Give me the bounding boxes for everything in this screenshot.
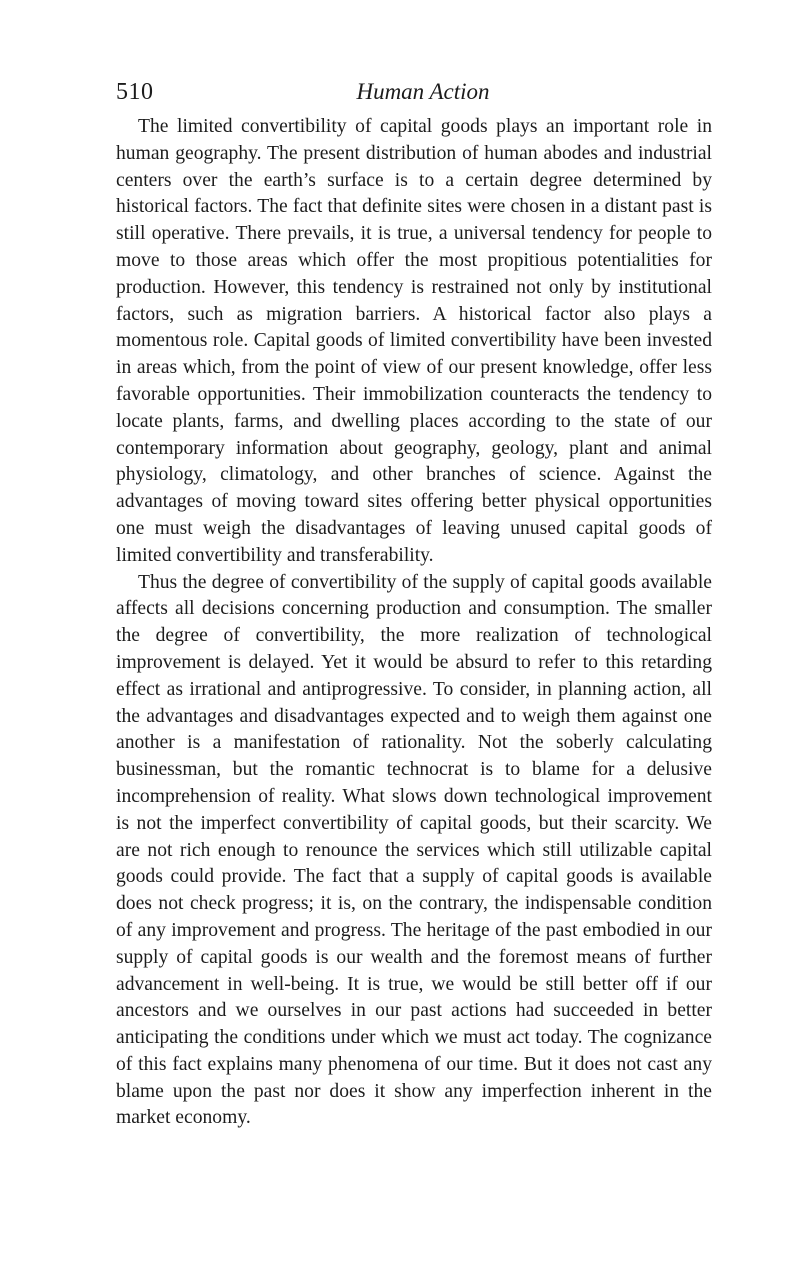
page-number: 510: [116, 79, 154, 105]
paragraph-2: Thus the degree of convertibility of the supply of capital goods available affects all decisions concerning production and consumption. The smaller the degree of convertibility, the more realization of technological improvement is delayed. Yet it would be absurd to refer to this retarding effect as irrational and antiprogressive. To consider, in planning action, all the advantages and disadvantages expected and to weigh them against one another is a manifestation of rationality. Not the soberly calculating businessman, but the romantic technocrat is to blame for a delusive incomprehension of reality. What slows down technological improvement is not the imperfect convertibility of capital goods, but their scarcity. We are not rich enough to renounce the services which still utilizable capital goods could provide. The fact that a supply of capital goods is available does not check progress; it is, on the contrary, the indispensable condition of any improvement and progress. The heritage of the past embodied in our supply of capital goods is our wealth and the foremost means of further advancement in well-being. It is true, we would be still better off if our ancestors and we ourselves in our past actions had succeeded in better anticipating the conditions under which we must act today. The cognizance of this fact explains many phenomena of our time. But it does not cast any blame upon the past nor does it show any imperfection inherent in the market economy.: [116, 571, 712, 1129]
running-title: Human Action: [356, 79, 490, 104]
running-header: [116, 76, 712, 108]
paragraph-1: The limited convertibility of capital goods plays an important role in human geography. The present distribution of human abodes and industrial centers over the earth’s surface is to a certain degree determined by historical factors. The fact that definite sites were chosen in a distant past is still operative. There prevails, it is true, a universal tendency for people to move to those areas which offer the most propitious potentialities for production. However, this tendency is restrained not only by institutional factors, such as migration barriers. A historical factor also plays a momentous role. Capital goods of limited convertibility have been invested in areas which, from the point of view of our present knowledge, offer less favorable opportunities. Their immobilization counteracts the tendency to locate plants, farms, and dwelling places according to the state of our contemporary information about geography, geology, plant and animal physiology, climatology, and other branches of science. Against the advantages of moving toward sites offering better physical opportunities one must weigh the disadvantages of leaving unused capital goods of limited convertibility and transferability.: [116, 116, 712, 566]
body-text: [116, 114, 712, 1132]
